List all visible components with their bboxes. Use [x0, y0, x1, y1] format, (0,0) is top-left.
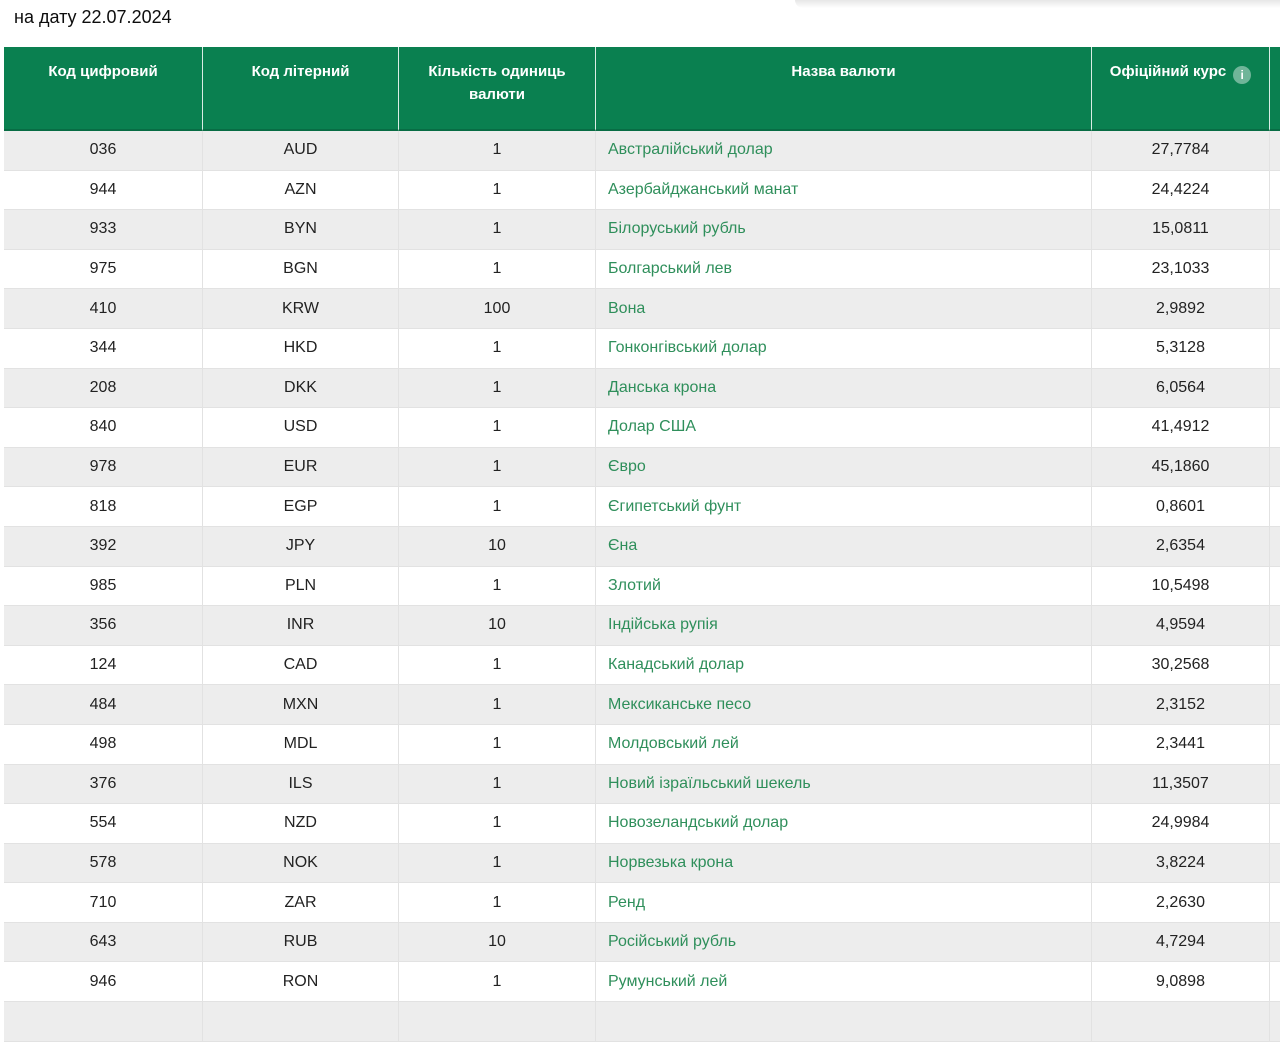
rate-cell: 2,6354 [1092, 527, 1270, 567]
units-cell: 1 [399, 725, 596, 765]
top-right-panel-shadow [795, 0, 1280, 8]
letter-code-cell: KRW [203, 289, 399, 329]
currency-name-cell [596, 369, 1092, 409]
table-row [4, 844, 1280, 884]
currency-name-link[interactable]: Норвезька крона [608, 853, 734, 871]
edge-cell [1270, 487, 1280, 527]
currency-name-cell [596, 962, 1092, 1002]
table-body [4, 131, 1280, 1042]
edge-cell [1270, 289, 1280, 329]
letter-code-cell: HKD [203, 329, 399, 369]
currency-name-link[interactable]: Єгипетський фунт [608, 497, 742, 515]
units-cell: 10 [399, 923, 596, 963]
rate-cell: 15,0811 [1092, 210, 1270, 250]
table-row [4, 606, 1280, 646]
currency-name-cell [596, 606, 1092, 646]
rate-cell: 2,3152 [1092, 685, 1270, 725]
letter-code-cell: AZN [203, 171, 399, 211]
letter-code-cell: NOK [203, 844, 399, 884]
letter-code-cell: RON [203, 962, 399, 1002]
letter-code-cell: INR [203, 606, 399, 646]
numeric-code-cell: 578 [4, 844, 203, 884]
table-row [4, 408, 1280, 448]
numeric-code-cell: 978 [4, 448, 203, 488]
numeric-code-cell: 392 [4, 527, 203, 567]
currency-name-link[interactable]: Румунський лей [608, 972, 728, 990]
edge-cell [1270, 171, 1280, 211]
letter-code-cell: BGN [203, 250, 399, 290]
numeric-code-cell: 985 [4, 567, 203, 607]
letter-code-cell: USD [203, 408, 399, 448]
rate-cell: 11,3507 [1092, 765, 1270, 805]
currency-name-cell [596, 804, 1092, 844]
currency-name-cell [596, 685, 1092, 725]
numeric-code-cell: 498 [4, 725, 203, 765]
units-cell [399, 1002, 596, 1042]
currency-name-cell [596, 408, 1092, 448]
units-cell: 1 [399, 210, 596, 250]
currency-name-cell [596, 765, 1092, 805]
currency-name-link[interactable]: Австралійський долар [608, 141, 773, 159]
rate-cell: 24,9984 [1092, 804, 1270, 844]
units-cell: 1 [399, 646, 596, 686]
units-cell: 10 [399, 606, 596, 646]
units-cell: 1 [399, 448, 596, 488]
table-row [4, 725, 1280, 765]
letter-code-cell: CAD [203, 646, 399, 686]
edge-cell [1270, 1002, 1280, 1042]
table-row [4, 567, 1280, 607]
units-cell: 1 [399, 962, 596, 1002]
numeric-code-cell: 946 [4, 962, 203, 1002]
rate-cell: 10,5498 [1092, 567, 1270, 607]
currency-name-cell [596, 289, 1092, 329]
edge-cell [1270, 883, 1280, 923]
currency-name-link[interactable]: Гонконгівський долар [608, 339, 767, 357]
table-row [4, 289, 1280, 329]
numeric-code-cell: 643 [4, 923, 203, 963]
header-edge-cell [1270, 47, 1280, 131]
letter-code-cell [203, 1002, 399, 1042]
currency-name-cell [596, 883, 1092, 923]
table-row [4, 171, 1280, 211]
edge-cell [1270, 527, 1280, 567]
rate-cell: 5,3128 [1092, 329, 1270, 369]
numeric-code-cell: 124 [4, 646, 203, 686]
rate-cell: 24,4224 [1092, 171, 1270, 211]
rate-cell: 3,8224 [1092, 844, 1270, 884]
numeric-code-cell: 554 [4, 804, 203, 844]
rate-cell: 6,0564 [1092, 369, 1270, 409]
currency-name-link[interactable]: Білоруський рубль [608, 220, 746, 238]
table-row [4, 646, 1280, 686]
edge-cell [1270, 923, 1280, 963]
rates-date-label: на дату 22.07.2024 [14, 7, 172, 27]
currency-name-link[interactable]: Єна [608, 537, 638, 555]
rate-cell: 27,7784 [1092, 131, 1270, 171]
table-row [4, 369, 1280, 409]
currency-name-cell [596, 646, 1092, 686]
units-cell: 100 [399, 289, 596, 329]
table-row [4, 685, 1280, 725]
edge-cell [1270, 606, 1280, 646]
units-cell: 1 [399, 804, 596, 844]
numeric-code-cell: 944 [4, 171, 203, 211]
header-official-rate [1092, 47, 1270, 131]
currency-name-link[interactable]: Індійська рупія [608, 616, 718, 634]
table-row-partial [4, 1002, 1280, 1042]
numeric-code-cell: 208 [4, 369, 203, 409]
table-row [4, 448, 1280, 488]
currency-name-link[interactable]: Долар США [608, 418, 697, 436]
edge-cell [1270, 725, 1280, 765]
table-row [4, 765, 1280, 805]
header-units: Кількість одиниць валюти [399, 47, 596, 131]
currency-name-link[interactable]: Вона [608, 299, 646, 317]
rate-cell: 45,1860 [1092, 448, 1270, 488]
rate-cell: 30,2568 [1092, 646, 1270, 686]
edge-cell [1270, 962, 1280, 1002]
numeric-code-cell: 710 [4, 883, 203, 923]
currency-name-cell [596, 250, 1092, 290]
letter-code-cell: EUR [203, 448, 399, 488]
header-official-rate-label: Офіційний курс [1109, 63, 1227, 80]
edge-cell [1270, 765, 1280, 805]
letter-code-cell: BYN [203, 210, 399, 250]
currency-name-link[interactable]: Російський рубль [608, 933, 737, 951]
letter-code-cell: JPY [203, 527, 399, 567]
edge-cell [1270, 210, 1280, 250]
table-row [4, 487, 1280, 527]
rate-cell: 41,4912 [1092, 408, 1270, 448]
units-cell: 1 [399, 250, 596, 290]
header-currency-name: Назва валюти [596, 47, 1092, 131]
numeric-code-cell: 410 [4, 289, 203, 329]
rate-cell: 4,7294 [1092, 923, 1270, 963]
header-letter-code: Код літерний [203, 47, 399, 131]
table-header [4, 47, 1280, 131]
edge-cell [1270, 329, 1280, 369]
numeric-code-cell [4, 1002, 203, 1042]
edge-cell [1270, 408, 1280, 448]
units-cell: 1 [399, 131, 596, 171]
rate-cell: 0,8601 [1092, 487, 1270, 527]
currency-name-link[interactable]: Азербайджанський манат [608, 180, 799, 198]
rate-cell: 2,9892 [1092, 289, 1270, 329]
rate-cell [1092, 1002, 1270, 1042]
numeric-code-cell: 036 [4, 131, 203, 171]
rate-cell: 4,9594 [1092, 606, 1270, 646]
header-numeric-code: Код цифровий [4, 47, 203, 131]
currency-name-cell [596, 923, 1092, 963]
numeric-code-cell: 356 [4, 606, 203, 646]
table-row [4, 210, 1280, 250]
table-row [4, 804, 1280, 844]
numeric-code-cell: 840 [4, 408, 203, 448]
currency-name-cell [596, 329, 1092, 369]
rate-cell: 2,3441 [1092, 725, 1270, 765]
units-cell: 1 [399, 567, 596, 607]
currency-name-link[interactable]: Данська крона [608, 378, 717, 396]
currency-name-cell [596, 1002, 1092, 1042]
letter-code-cell: AUD [203, 131, 399, 171]
letter-code-cell: PLN [203, 567, 399, 607]
units-cell: 10 [399, 527, 596, 567]
edge-cell [1270, 567, 1280, 607]
currency-name-link[interactable]: Євро [608, 458, 646, 476]
letter-code-cell: EGP [203, 487, 399, 527]
currency-name-link[interactable]: Канадський долар [608, 656, 744, 674]
currency-name-cell [596, 527, 1092, 567]
numeric-code-cell: 975 [4, 250, 203, 290]
table-row [4, 923, 1280, 963]
currency-name-cell [596, 844, 1092, 884]
currency-name-link[interactable]: Новозеландський долар [608, 814, 789, 832]
letter-code-cell: MDL [203, 725, 399, 765]
currency-name-cell [596, 567, 1092, 607]
table-row [4, 962, 1280, 1002]
currency-name-cell [596, 131, 1092, 171]
edge-cell [1270, 646, 1280, 686]
table-row [4, 883, 1280, 923]
letter-code-cell: ILS [203, 765, 399, 805]
units-cell: 1 [399, 765, 596, 805]
letter-code-cell: ZAR [203, 883, 399, 923]
table-row [4, 250, 1280, 290]
edge-cell [1270, 685, 1280, 725]
letter-code-cell: NZD [203, 804, 399, 844]
units-cell: 1 [399, 487, 596, 527]
units-cell: 1 [399, 408, 596, 448]
letter-code-cell: RUB [203, 923, 399, 963]
currency-name-cell [596, 210, 1092, 250]
table-row [4, 131, 1280, 171]
edge-cell [1270, 131, 1280, 171]
currency-name-cell [596, 448, 1092, 488]
currency-name-link[interactable]: Мексиканське песо [608, 695, 752, 713]
currency-name-link[interactable]: Молдовський лей [608, 735, 739, 753]
info-icon[interactable]: i [1233, 66, 1251, 84]
units-cell: 1 [399, 329, 596, 369]
currency-name-cell [596, 171, 1092, 211]
rate-cell: 2,2630 [1092, 883, 1270, 923]
units-cell: 1 [399, 171, 596, 211]
edge-cell [1270, 250, 1280, 290]
numeric-code-cell: 484 [4, 685, 203, 725]
rate-cell: 23,1033 [1092, 250, 1270, 290]
table-row [4, 329, 1280, 369]
currency-name-link[interactable]: Злотий [608, 576, 661, 594]
exchange-rates-table [4, 47, 1280, 1042]
letter-code-cell: MXN [203, 685, 399, 725]
currency-name-link[interactable]: Новий ізраїльський шекель [608, 774, 811, 792]
letter-code-cell: DKK [203, 369, 399, 409]
rate-cell: 9,0898 [1092, 962, 1270, 1002]
numeric-code-cell: 818 [4, 487, 203, 527]
units-cell: 1 [399, 369, 596, 409]
units-cell: 1 [399, 685, 596, 725]
numeric-code-cell: 933 [4, 210, 203, 250]
units-cell: 1 [399, 883, 596, 923]
currency-name-cell [596, 487, 1092, 527]
currency-name-link[interactable]: Ренд [608, 893, 646, 911]
currency-name-link[interactable]: Болгарський лев [608, 260, 733, 278]
edge-cell [1270, 369, 1280, 409]
table-row [4, 527, 1280, 567]
edge-cell [1270, 448, 1280, 488]
edge-cell [1270, 844, 1280, 884]
edge-cell [1270, 804, 1280, 844]
table-header-row [4, 47, 1280, 131]
numeric-code-cell: 344 [4, 329, 203, 369]
units-cell: 1 [399, 844, 596, 884]
currency-name-cell [596, 725, 1092, 765]
numeric-code-cell: 376 [4, 765, 203, 805]
